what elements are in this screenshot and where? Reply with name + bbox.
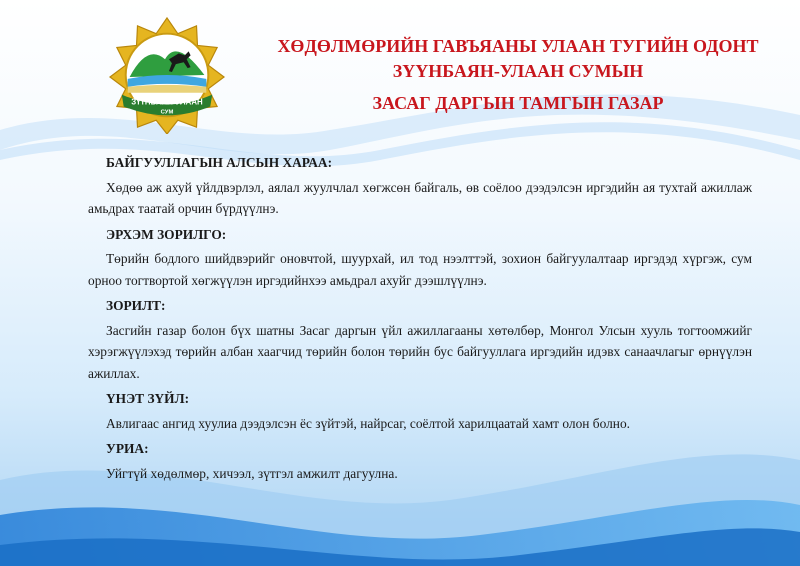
header-line-1: ХӨДӨЛМӨРИЙН ГАВЪЯАНЫ УЛААН ТУГИЙН ОДОНТ <box>277 36 759 56</box>
header-line-2: ЗҮҮНБАЯН-УЛААН СУМЫН <box>392 61 644 81</box>
mission-title: ЭРХЭМ ЗОРИЛГО: <box>106 226 227 242</box>
document-body <box>88 152 752 488</box>
objective-text: Засгийн газар болон бүх шатны Засаг даргын үйл ажиллагааны хөтөлбөр, Монгол Улсын хууль тогтоомжийг хэрэгжүүлэхэд төрийн албан хаагчид төрийн болон төрийн бус байгууллага иргэдийн идэвх санаачлагыг өрнүүлэн ажиллах. <box>88 322 752 381</box>
values-text: Авлигаас ангид хуулиа дээдэлсэн ёс зүйтэй, найрсаг, соёлтой харилцаатай хамт олон болно. <box>106 415 631 431</box>
organization-header <box>236 34 800 116</box>
logo-text-line2: СУМ <box>160 109 174 116</box>
district-emblem-logo <box>108 16 226 134</box>
motto-text: Уйгтүй хөдөлмөр, хичээл, зүтгэл амжилт дагуулна. <box>106 465 398 481</box>
motto-title: УРИА: <box>106 441 149 456</box>
vision-text: Хөдөө аж ахуй үйлдвэрлэл, аялал жуулчлал хөгжсөн байгаль, өв соёлоо дээдэлсэн иргэдийн ая тухтай ажиллаж амьдрах таатай орчин бүрдүүлнэ. <box>88 179 752 216</box>
mission-text: Төрийн бодлого шийдвэрийг оновчтой, шуурхай, ил тод нээлттэй, зохион байгуулалтаар иргэдэд хүргэж, сум орноо тогтвортой хөгжүүлэн иргэдийнхээ амьдрал ахуйг дээшлүүлнэ. <box>88 251 752 288</box>
vision-title: БАЙГУУЛЛАГЫН АЛСЫН ХАРАА: <box>106 155 333 170</box>
values-title: ҮНЭТ ЗҮЙЛ: <box>106 391 190 406</box>
header-line-3: ЗАСАГ ДАРГЫН ТАМГЫН ГАЗАР <box>372 93 664 113</box>
logo-text-line1: ЗҮҮНБАЯН-УЛААН <box>131 97 203 107</box>
objective-title: ЗОРИЛТ: <box>106 298 166 313</box>
